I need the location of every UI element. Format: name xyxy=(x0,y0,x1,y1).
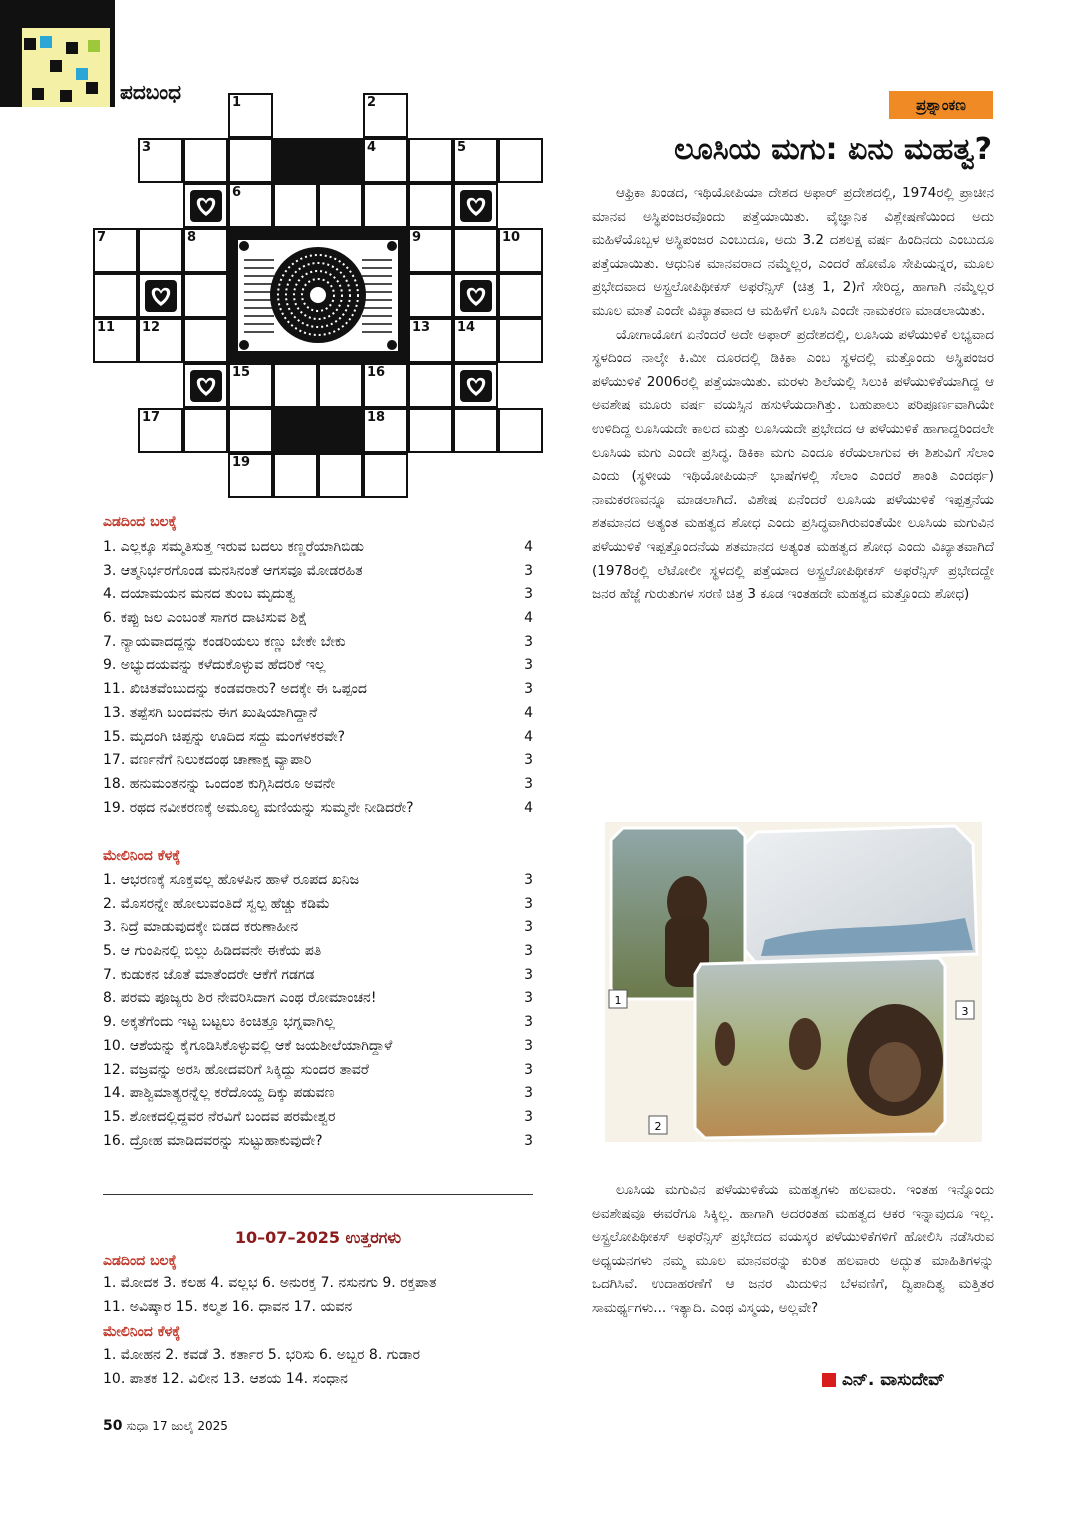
grid-cell[interactable] xyxy=(363,183,408,228)
answers-across-line-1: 1. ಮೋದಕ 3. ಕಲಹ 4. ವಲ್ಲಭ 6. ಅನುರಕ್ತ 7. ನಸುನಗು 9. ರಕ್ತಪಾತ xyxy=(103,1275,437,1291)
grid-heart-cell xyxy=(453,363,498,408)
clue-text: 8. ಪರಮ ಪೂಜ್ಯರು ಶಿರ ನೇವರಿಸಿದಾಗ ಎಂಥ ರೋಮಾಂಚನ! xyxy=(103,990,377,1007)
down-clue xyxy=(103,916,533,940)
across-clue xyxy=(103,726,533,750)
heart-icon xyxy=(185,185,226,226)
article-body xyxy=(592,182,994,607)
across-clue xyxy=(103,631,533,655)
clue-number: 9 xyxy=(412,230,422,245)
grid-heart-cell xyxy=(453,183,498,228)
divider xyxy=(103,1194,533,1195)
clue-text: 18. ಹನುಮಂತನನ್ನು ಒಂದಂಶ ಕುಗ್ಗಿಸಿದರೂ ಅವನೇ xyxy=(103,775,335,792)
down-heading: ಮೇಲಿನಿಂದ ಕೆಳಕ್ಕೆ xyxy=(103,848,181,864)
photo-label-1 xyxy=(609,990,627,1008)
down-clue xyxy=(103,964,533,988)
down-clue xyxy=(103,940,533,964)
across-clue-list xyxy=(103,536,533,820)
grid-cell[interactable] xyxy=(138,138,183,183)
grid-cell[interactable] xyxy=(93,228,138,273)
grid-cell[interactable] xyxy=(363,138,408,183)
grid-cell[interactable] xyxy=(408,318,453,363)
page-number: 50 xyxy=(103,1418,123,1434)
clue-number: 5 xyxy=(457,140,467,155)
down-clue xyxy=(103,893,533,917)
down-clue xyxy=(103,1106,533,1130)
clue-number: 1 xyxy=(232,95,242,110)
clue-text: 15. ಮೃದಂಗಿ ಚಿಪ್ಪನ್ನು ಊದಿದ ಸದ್ದು ಮಂಗಳಕರವೇ? xyxy=(103,728,346,745)
clue-number: 12 xyxy=(142,320,161,335)
clue-number: 10 xyxy=(502,230,521,245)
grid-cell[interactable] xyxy=(273,453,318,498)
grid-cell[interactable] xyxy=(318,183,363,228)
heart-icon xyxy=(185,365,226,406)
grid-cell[interactable] xyxy=(138,318,183,363)
article-title: ಲೂಸಿಯ ಮಗು: ಏನು ಮಹತ್ವ? xyxy=(674,132,992,167)
clue-text: 4. ದಯಾಮಯನ ಮನದ ತುಂಬ ಮೃದುತ್ವ xyxy=(103,586,296,603)
across-clue xyxy=(103,702,533,726)
author-marker xyxy=(822,1373,836,1387)
clue-text: 1. ಎಲ್ಲಕ್ಕೂ ಸಮ್ಮತಿಸುತ್ತ ಇರುವ ಬದಲು ಕಣ್ಣರೆಯಾಗಿಬಿಡು xyxy=(103,539,364,555)
clue-text: 3. ನಿದ್ರೆ ಮಾಡುವುದಕ್ಕೇ ಬಿಡದ ಕರುಣಾಹೀನ xyxy=(103,919,298,936)
grid-cell[interactable] xyxy=(363,363,408,408)
grid-cell[interactable] xyxy=(318,453,363,498)
clue-number: 15 xyxy=(232,365,251,380)
clue-length: 3 xyxy=(524,681,533,698)
clue-length: 3 xyxy=(524,895,533,912)
grid-black-cell xyxy=(273,138,318,183)
clue-text: 7. ಕುಡುಕನ ಜೊತೆ ಮಾತೆಂದರೇ ಆಕೆಗೆ ಗಡಗಡ xyxy=(103,966,315,983)
clue-text: 1. ಆಭರಣಕ್ಕೆ ಸೂಕ್ತವಲ್ಲ ಹೊಳಪಿನ ಹಾಳೆ ರೂಪದ ಖನಿಜ xyxy=(103,872,360,888)
heart-icon xyxy=(140,275,181,316)
across-clue xyxy=(103,749,533,773)
clue-length: 3 xyxy=(524,562,533,579)
clue-text: 17. ವರ್ಣನೆಗೆ ನಿಲುಕದಂಥ ಚಾಣಾಕ್ಷ ವ್ಯಾಪಾರಿ xyxy=(103,752,312,769)
clue-text: 13. ತಪ್ಪೆಸಗಿ ಬಂದವನು ಈಗ ಖುಷಿಯಾಗಿದ್ದಾನೆ xyxy=(103,704,318,721)
grid-cell[interactable] xyxy=(228,183,273,228)
clue-length: 3 xyxy=(524,872,533,888)
down-clue xyxy=(103,1059,533,1083)
clue-text: 12. ವಜ್ರವನ್ನು ಅರಸಿ ಹೋದವರಿಗೆ ಸಿಕ್ಕಿದ್ದು ಸುಂದರ ತಾವರೆ xyxy=(103,1061,369,1078)
clue-text: 15. ಶೋಕದಲ್ಲಿದ್ದವರ ನೆರವಿಗೆ ಬಂದವ ಪರಮೇಶ್ವರ xyxy=(103,1108,336,1125)
grid-heart-cell xyxy=(183,183,228,228)
clue-length: 3 xyxy=(524,752,533,769)
svg-text:3: 3 xyxy=(961,1005,969,1018)
answers-title: 10–07–2025 ಉತ್ತರಗಳು xyxy=(234,1228,402,1247)
clue-text: 10. ಆಶೆಯನ್ನು ಕೈಗೂಡಿಸಿಕೊಳ್ಳುವಲ್ಲಿ ಆಕೆ ಜಯಶೀಲೆಯಾಗಿದ್ದಾಳೆ xyxy=(103,1037,393,1054)
answers-down-heading: ಮೇಲಿನಿಂದ ಕೆಳಕ್ಕೆ xyxy=(103,1324,181,1340)
grid-center-design xyxy=(228,228,408,363)
across-clue xyxy=(103,607,533,631)
answers-down-line-2: 10. ಪಾತಕ 12. ವಿಲೀನ 13. ಆಶಯ 14. ಸಂಧಾನ xyxy=(103,1371,348,1387)
clue-length: 4 xyxy=(524,704,533,721)
clue-length: 3 xyxy=(524,633,533,650)
photo-label-3 xyxy=(956,1001,974,1019)
grid-cell[interactable] xyxy=(498,228,543,273)
clue-text: 16. ದ್ರೋಹ ಮಾಡಿದವರನ್ನು ಸುಟ್ಟುಹಾಕುವುದೇ? xyxy=(103,1132,323,1149)
grid-cell[interactable] xyxy=(498,408,543,453)
grid-cell[interactable] xyxy=(228,138,273,183)
grid-black-cell xyxy=(273,408,318,453)
grid-cell[interactable] xyxy=(453,408,498,453)
clue-number: 13 xyxy=(412,320,431,335)
grid-cell[interactable] xyxy=(228,93,273,138)
clue-number: 7 xyxy=(97,230,107,245)
article-paragraph-2: ಯೋಗಾಯೋಗ ಏನೆಂದರೆ ಅದೇ ಅಫಾರ್ ಪ್ರದೇಶದಲ್ಲಿ, ಲೂಸಿಯ ಪಳೆಯುಳಿಕೆ ಲಭ್ಯವಾದ ಸ್ಥಳದಿಂದ ನಾಲ್ಕೇ ಕಿ.ಮೀ ದೂರದಲ್ಲಿ ಡಿಕಿಕಾ ಎಂಬ ಸ್ಥಳದಲ್ಲಿ ಮತ್ತೊಂದು ಅಸ್ಥಿಪಂಜರ ಪಳೆಯುಳಿಕೆ 2006ರಲ್ಲಿ ಪತ್ತೆಯಾಯಿತು. ಮರಳು ಶಿಲೆಯಲ್ಲಿ ಸಿಲುಕಿ ಪಳೆಯುಳಿಕೆಯಾಗಿದ್ದ ಆ ಅವಶೇಷ ಮೂರು ವರ್ಷ ವಯಸ್ಸಿನ ಹಸುಳೆಯದಾಗಿತ್ತು. ಬಹುಪಾಲು ಪರಿಪೂರ್ಣವಾಗಿಯೇ ಉಳಿದಿದ್ದ ಲೂಸಿಯದೇ ಕಾಲದ ಮತ್ತು ಲೂಸಿಯದೇ ಪ್ರಭೇದದ ಆ ಪಳೆಯುಳಿಕೆ ಹಾಗಾದ್ದರಿಂದಲೇ ಲೂಸಿಯ ಮಗು ಎಂದೇ ಪ್ರಸಿದ್ಧ. ಡಿಕಿಕಾ ಮಗು ಎಂದೂ ಕರೆಯಲಾಗುವ ಈ ಶಿಶುವಿಗೆ ಸೆಲಾಂ ಎಂದು (ಸ್ಥಳೀಯ ಇಥಿಯೋಪಿಯನ್ ಭಾಷೆಗಳಲ್ಲಿ ಸೆಲಾಂ ಎಂದರೆ ಶಾಂತಿ ಎಂದರ್ಥ) ನಾಮಕರಣವನ್ನೂ ಮಾಡಲಾಗಿದೆ. ವಿಶೇಷ ಏನೆಂದರೆ ಲೂಸಿಯ ಪಳೆಯುಳಿಕೆ ಇಪ್ಪತ್ತನೆಯ ಶತಮಾನದ ಅತ್ಯಂತ ಮಹತ್ವದ ಶೋಧ ಎಂದು ಪ್ರಸಿದ್ಧವಾಗಿರುವಂತೆಯೇ ಲೂಸಿಯ ಮಗುವಿನ ಪಳೆಯುಳಿಕೆ ಇಪ್ಪತ್ತೊಂದನೆಯ ಶತಮಾನದ ಅತ್ಯಂತ ಮಹತ್ವದ ಶೋಧ ಎಂದು ವಿಖ್ಯಾತವಾಗಿದೆ (1978ರಲ್ಲಿ ಲೆಟೋಲೀ ಸ್ಥಳದಲ್ಲಿ ಪತ್ತೆಯಾದ ಅಸ್ಟ್ರಲೋಪಿಥೀಕಸ್ ಅಫರೆನ್ಸಿಸ್ ಪ್ರಭೇದದ್ದೇ ಜನರ ಹೆಜ್ಜೆ ಗುರುತುಗಳ ಸರಣಿ ಚಿತ್ರ 3 ಕೂಡ ಇಂತಹದೇ ಮಹತ್ವದ ಮತ್ತೊಂದು ಶೋಧ) xyxy=(592,326,994,603)
down-clue xyxy=(103,869,533,893)
clue-length: 3 xyxy=(524,1085,533,1102)
grid-cell[interactable] xyxy=(453,228,498,273)
clue-length: 3 xyxy=(524,990,533,1007)
grid-cell[interactable] xyxy=(273,183,318,228)
section-logo-panel xyxy=(22,28,110,107)
grid-cell[interactable] xyxy=(408,408,453,453)
clue-length: 4 xyxy=(524,539,533,555)
fossil-illustration-image xyxy=(605,822,982,1142)
grid-cell[interactable] xyxy=(408,273,453,318)
grid-cell[interactable] xyxy=(498,138,543,183)
across-clue xyxy=(103,797,533,821)
clue-text: 9. ಅಕ್ಕತೆಗೆಂದು ಇಟ್ಟ ಬಟ್ಟಲು ಕಿಂಚಿತ್ತೂ ಭಗ್ನವಾಗಿಲ್ಲ xyxy=(103,1014,335,1031)
grid-heart-cell xyxy=(183,363,228,408)
across-clue xyxy=(103,654,533,678)
grid-black-cell xyxy=(318,408,363,453)
across-clue xyxy=(103,536,533,560)
issue-info: ಸುಧಾ 17 ಜುಲೈ 2025 xyxy=(126,1419,228,1433)
article-paragraph-1: ಆಫ್ರಿಕಾ ಖಂಡದ, ಇಥಿಯೋಪಿಯಾ ದೇಶದ ಅಫಾರ್ ಪ್ರದೇಶದಲ್ಲಿ, 1974ರಲ್ಲಿ ಪ್ರಾಚೀನ ಮಾನವ ಅಸ್ಥಿಪಂಜರವೊಂದು ಪತ್ತೆಯಾಯಿತು. ವೈಜ್ಞಾನಿಕ ವಿಶ್ಲೇಷಣೆಯಿಂದ ಅದು ಮಹಿಳೆಯೊಬ್ಬಳ ಅಸ್ಥಿಪಂಜರ ಎಂಬುದೂ, ಅದು 3.2 ದಶಲಕ್ಷ ವರ್ಷ ಹಿಂದಿನದು ಎಂಬುದೂ ಪತ್ತೆಯಾಯಿತು. ಆಧುನಿಕ ಮಾನವರಾದ ನಮ್ಮೆಲ್ಲರ, ಎಂದರೆ ಹೋಮೊ ಸೇಪಿಯನ್ನರ, ಮೂಲ ಪ್ರಭೇದವಾದ ಅಸ್ಟ್ರಲೋಪಿಥೀಕಸ್ ಅಫರೆನ್ಸಿಸ್ (ಚಿತ್ರ 1, 2)ಗೆ ಸೇರಿದ್ದ, ಹಾಗಾಗಿ ನಮ್ಮೆಲ್ಲರ ಮೂಲ ಮಾತೆ ಎಂದೇ ವಿಖ್ಯಾತವಾದ ಆ ಮಹಿಳೆಗೆ ಲೂಸಿ ಎಂದೇ ನಾಮಕರಣ ಮಾಡಲಾಯಿತು. xyxy=(592,185,994,319)
article-body-continued xyxy=(592,1179,994,1321)
section-title: ಪದಬಂಧ xyxy=(120,80,182,104)
author-name: ಎನ್. ವಾಸುದೇವ್ xyxy=(842,1370,945,1390)
clue-length: 3 xyxy=(524,1037,533,1054)
grid-cell[interactable] xyxy=(363,453,408,498)
clue-text: 6. ಕಪ್ಪು ಜಲ ಎಂಬಂತೆ ಸಾಗರ ದಾಟಿಸುವ ಶಿಕ್ಷೆ xyxy=(103,610,308,627)
grid-cell[interactable] xyxy=(363,93,408,138)
clue-number: 17 xyxy=(142,410,161,425)
grid-cell[interactable] xyxy=(228,408,273,453)
clue-number: 16 xyxy=(367,365,386,380)
grid-cell[interactable] xyxy=(138,408,183,453)
across-clue xyxy=(103,678,533,702)
clue-number: 3 xyxy=(142,140,152,155)
clue-length: 3 xyxy=(524,657,533,674)
down-clue xyxy=(103,1035,533,1059)
clue-length: 3 xyxy=(524,1061,533,1078)
clue-number: 14 xyxy=(457,320,476,335)
grid-cell[interactable] xyxy=(363,408,408,453)
clue-text: 9. ಅಭ್ಯುದಯವನ್ನು ಕಳೆದುಕೊಳ್ಳುವ ಹೆದರಿಕೆ ಇಲ್ಲ xyxy=(103,657,326,674)
down-clue xyxy=(103,1082,533,1106)
clue-number: 19 xyxy=(232,455,251,470)
grid-cell[interactable] xyxy=(183,408,228,453)
grid-cell[interactable] xyxy=(183,228,228,273)
photo-label-2 xyxy=(649,1116,667,1134)
grid-cell[interactable] xyxy=(228,363,273,408)
article-category-tag: ಪ್ರಶ್ನಾಂಕಣ xyxy=(889,91,993,119)
grid-heart-cell xyxy=(138,273,183,318)
grid-cell[interactable] xyxy=(228,453,273,498)
grid-cell[interactable] xyxy=(273,363,318,408)
clue-length: 3 xyxy=(524,775,533,792)
clue-length: 3 xyxy=(524,943,533,960)
grid-cell[interactable] xyxy=(138,228,183,273)
clue-text: 19. ರಥದ ನವೀಕರಣಕ್ಕೆ ಅಮೂಲ್ಯ ಮಣಿಯನ್ನು ಸುಮ್ಮನೇ ನೀಡಿದರೇ? xyxy=(103,799,414,816)
grid-heart-cell xyxy=(453,273,498,318)
answers-across-heading: ಎಡದಿಂದ ಬಲಕ್ಕೆ xyxy=(103,1253,177,1269)
clue-text: 3. ಆತ್ಮನಿರ್ಭರಗೊಂಡ ಮನಸಿನಂತೆ ಆಗಸವೂ ಮೋಡರಹಿತ xyxy=(103,562,363,579)
clue-text: 7. ನ್ಯಾಯವಾದದ್ದನ್ನು ಕಂಡರಿಯಲು ಕಣ್ಣು ಬೇಕೇ ಬೇಕು xyxy=(103,633,346,650)
page-footer xyxy=(103,1418,228,1434)
clue-length: 4 xyxy=(524,610,533,627)
clue-number: 8 xyxy=(187,230,197,245)
across-clue xyxy=(103,583,533,607)
down-clue xyxy=(103,987,533,1011)
heart-icon xyxy=(455,185,496,226)
clue-text: 11. ಖಿಚಿತವೆಂಬುದನ್ನು ಕಂಡವರಾರು? ಅದಕ್ಕೇ ಈ ಒಪ್ಪಂದ xyxy=(103,681,367,698)
grid-cell[interactable] xyxy=(408,363,453,408)
grid-cell[interactable] xyxy=(408,228,453,273)
clue-number: 2 xyxy=(367,95,377,110)
article-author xyxy=(822,1370,945,1390)
grid-cell[interactable] xyxy=(183,138,228,183)
grid-cell[interactable] xyxy=(183,318,228,363)
grid-cell[interactable] xyxy=(498,273,543,318)
across-clue xyxy=(103,773,533,797)
grid-cell[interactable] xyxy=(453,318,498,363)
clue-length: 3 xyxy=(524,1108,533,1125)
clue-number: 11 xyxy=(97,320,116,335)
heart-icon xyxy=(455,275,496,316)
clue-length: 3 xyxy=(524,966,533,983)
clue-length: 3 xyxy=(524,586,533,603)
clue-text: 5. ಆ ಗುಂಪಿನಲ್ಲಿ ಬಿಲ್ಲು ಹಿಡಿದವನೇ ಈಕೆಯ ಪತಿ xyxy=(103,943,322,960)
clue-number: 6 xyxy=(232,185,242,200)
clue-length: 3 xyxy=(524,919,533,936)
clue-length: 3 xyxy=(524,1014,533,1031)
grid-cell[interactable] xyxy=(498,318,543,363)
clue-length: 4 xyxy=(524,799,533,816)
grid-cell[interactable] xyxy=(408,138,453,183)
grid-cell[interactable] xyxy=(183,273,228,318)
clue-length: 3 xyxy=(524,1132,533,1149)
article-paragraph-3: ಲೂಸಿಯ ಮಗುವಿನ ಪಳೆಯುಳಿಕೆಯ ಮಹತ್ವಗಳು ಹಲವಾರು. ಇಂತಹ ಇನ್ನೊಂದು ಅವಶೇಷವೂ ಈವರೆಗೂ ಸಿಕ್ಕಿಲ್ಲ. ಹಾಗಾಗಿ ಅದರಂತಹ ಮಹತ್ವದ ಆಕರ ಇನ್ನಾವುದೂ ಇಲ್ಲ. ಅಸ್ಟ್ರಲೋಪಿಥೀಕಸ್ ಅಫರೆನ್ಸಿಸ್ ಪ್ರಭೇದದ ವಯಸ್ಕರ ಪಳೆಯುಳಿಕೆಗಳಿಗೆ ಹೋಲಿಸಿ ನಡೆಸಿರುವ ಅಧ್ಯಯನಗಳು ನಮ್ಮ ಮೂಲ ಮಾನವರನ್ನು ಕುರಿತ ಹಲವಾರು ಅದ್ಭುತ ಮಾಹಿತಿಗಳನ್ನು ಒದಗಿಸಿವೆ. ಉದಾಹರಣೆಗೆ ಆ ಜನರ ಮಿದುಳಿನ ಬೆಳವಣಿಗೆ, ದ್ವಿಪಾದಿತ್ವ ಮತ್ತಿತರ ಸಾಮರ್ಥ್ಯಗಳು... ಇತ್ಯಾದಿ. ಎಂಥ ವಿಸ್ಮಯ, ಅಲ್ಲವೇ? xyxy=(592,1182,994,1316)
clue-text: 2. ಮೊಸರನ್ನೇ ಹೋಲುವಂತಿದೆ ಸ್ವಲ್ಪ ಹೆಚ್ಚು ಕಡಿಮೆ xyxy=(103,895,330,912)
down-clue-list xyxy=(103,869,533,1153)
grid-cell[interactable] xyxy=(453,138,498,183)
clue-number: 18 xyxy=(367,410,386,425)
svg-text:1: 1 xyxy=(614,994,622,1007)
clue-number: 4 xyxy=(367,140,377,155)
svg-text:2: 2 xyxy=(654,1120,662,1133)
down-clue xyxy=(103,1130,533,1154)
across-heading: ಎಡದಿಂದ ಬಲಕ್ಕೆ xyxy=(103,514,177,530)
heart-icon xyxy=(455,365,496,406)
grid-cell[interactable] xyxy=(318,363,363,408)
grid-cell[interactable] xyxy=(408,183,453,228)
grid-cell[interactable] xyxy=(93,318,138,363)
answers-down-line-1: 1. ಮೋಹನ 2. ಕವಡೆ 3. ಕರ್ತಾರ 5. ಭರಿಸು 6. ಅಬ್ಬರ 8. ಗುಡಾರ xyxy=(103,1347,421,1363)
grid-black-cell xyxy=(318,138,363,183)
clue-length: 4 xyxy=(524,728,533,745)
grid-cell[interactable] xyxy=(93,273,138,318)
clue-text: 14. ಪಾಶ್ವಿಮಾತ್ಯರನ್ನೆಲ್ಲ ಕರೆದೊಯ್ದ ದಿಕ್ಕು ಪಡುವಣ xyxy=(103,1085,335,1102)
answers-across-line-2: 11. ಅವಿಷ್ಕಾರ 15. ಕಲ್ಮಶ 16. ಧಾವನ 17. ಯವನ xyxy=(103,1299,353,1315)
down-clue xyxy=(103,1011,533,1035)
across-clue xyxy=(103,560,533,584)
